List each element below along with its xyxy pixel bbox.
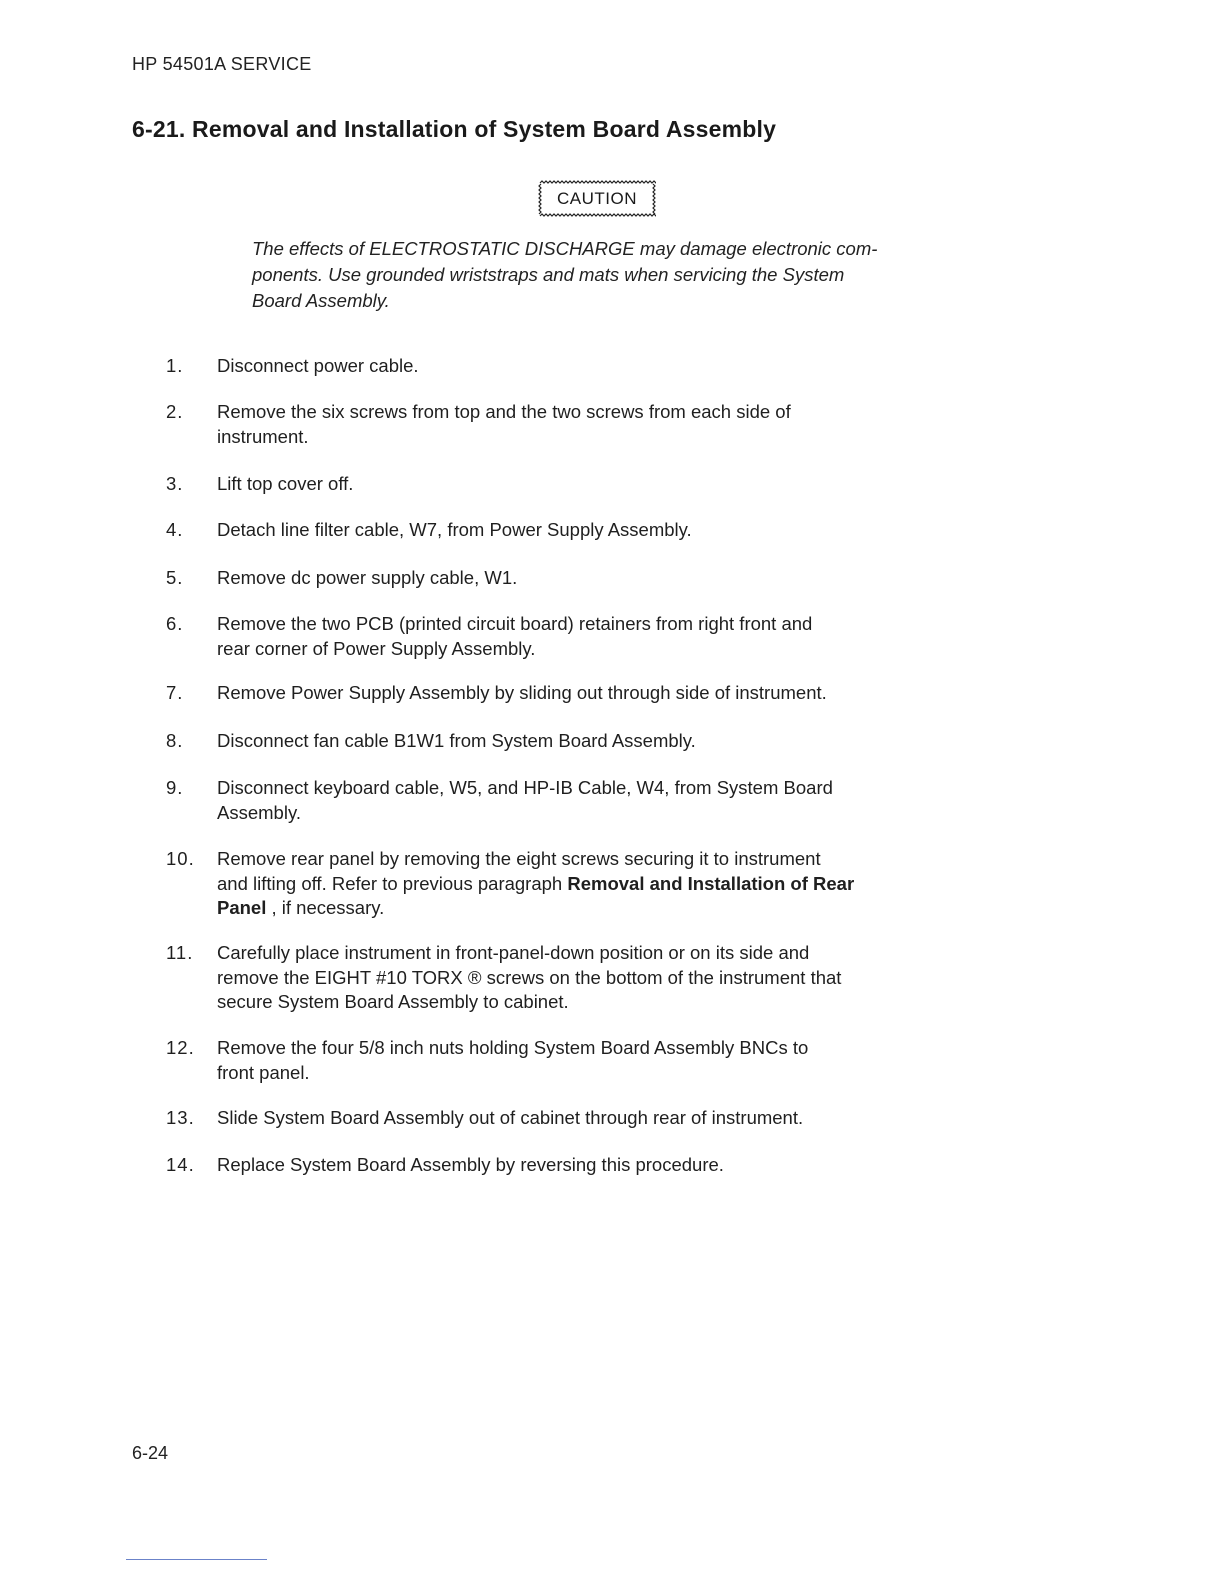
step-number: 1. xyxy=(166,355,184,376)
step-text: Disconnect keyboard cable, W5, and HP-IB Cable, W4, from System Board Assembly. xyxy=(217,777,833,823)
step-number: 6. xyxy=(166,613,184,634)
step-text: Replace System Board Assembly by reversing this procedure. xyxy=(217,1154,724,1175)
footer-rule xyxy=(126,1559,267,1560)
step-text: Slide System Board Assembly out of cabinet through rear of instrument. xyxy=(217,1107,804,1128)
caution-text-line: ponents. Use grounded wriststraps and mats when servicing the System xyxy=(252,264,845,285)
step-number: 14. xyxy=(166,1154,195,1175)
running-head: HP 54501A SERVICE xyxy=(132,54,312,74)
step-number: 11. xyxy=(166,942,194,963)
step-text: Remove Power Supply Assembly by sliding out through side of instrument. xyxy=(217,682,827,703)
step-text: Remove dc power supply cable, W1. xyxy=(217,567,518,588)
step-number: 5. xyxy=(166,567,184,588)
caution-text xyxy=(252,236,942,314)
caution-box xyxy=(538,180,656,218)
step-number: 7. xyxy=(166,682,184,703)
step-text: Disconnect power cable. xyxy=(217,355,419,376)
step-number: 12. xyxy=(166,1037,195,1058)
step-text: Disconnect fan cable B1W1 from System Board Assembly. xyxy=(217,730,696,751)
step-number: 10. xyxy=(166,848,195,869)
step-text: Remove rear panel by removing the eight screws securing it to instrument and lifting off. Refer to previous paragraph Removal and Installation of Rear Panel , if necessary. xyxy=(217,848,855,918)
page-number: 6-24 xyxy=(132,1443,169,1463)
caution-text-line: Board Assembly. xyxy=(252,290,390,311)
step-number: 3. xyxy=(166,473,184,494)
step-text: Remove the four 5/8 inch nuts holding System Board Assembly BNCs to front panel. xyxy=(217,1037,809,1083)
step-number: 13. xyxy=(166,1107,195,1128)
caution-label: CAUTION xyxy=(557,189,637,208)
step-text: Carefully place instrument in front-panel-down position or on its side and remove the EIGHT #10 TORX ® screws on the bottom of the instrument that secure System Board Assembly to cabinet. xyxy=(217,942,842,1012)
step-number: 8. xyxy=(166,730,184,751)
cross-reference-link: Removal and Installation of Rear Panel xyxy=(217,872,855,918)
step-text: Detach line filter cable, W7, from Power Supply Assembly. xyxy=(217,519,692,540)
section-title: 6-21. Removal and Installation of System Board Assembly xyxy=(132,116,777,142)
step-number: 4. xyxy=(166,519,184,540)
step-text: Remove the two PCB (printed circuit board) retainers from right front and rear corner of Power Supply Assembly. xyxy=(217,613,813,659)
step-number: 2. xyxy=(166,401,184,422)
step-number: 9. xyxy=(166,777,184,798)
caution-text-line: The effects of ELECTROSTATIC DISCHARGE may damage electronic com- xyxy=(252,238,878,259)
step-text: Lift top cover off. xyxy=(217,473,354,494)
step-text: Remove the six screws from top and the two screws from each side of instrument. xyxy=(217,401,791,447)
